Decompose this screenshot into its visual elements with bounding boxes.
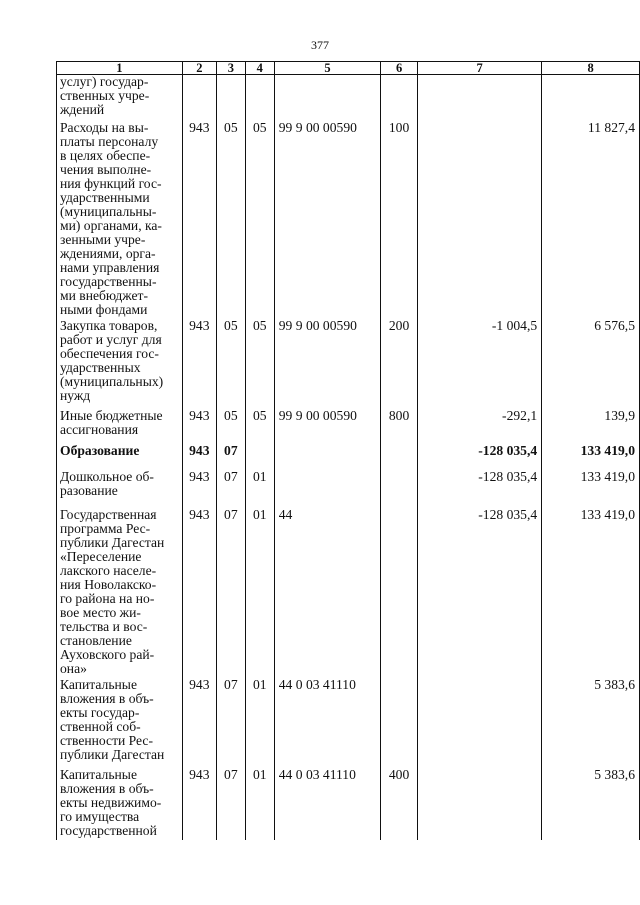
cell-col4: [245, 444, 274, 470]
column-header: 3: [216, 62, 245, 75]
cell-col5: 99 9 00 00590: [274, 409, 380, 444]
row-name: Расходы на вы- платы персоналу в целях обеспе- чения выполне- ния функций гос- ударственными (муниципальны- ми) органами, ка- зенными учре- ждениями, орга- нами управления государственны- ми внебюджет- ными фондами: [57, 121, 183, 319]
cell-col4: 01: [245, 768, 274, 840]
cell-col8: 139,9: [542, 409, 640, 444]
cell-col4: 01: [245, 508, 274, 678]
cell-col8: 6 576,5: [542, 319, 640, 409]
cell-col3: 07: [216, 768, 245, 840]
cell-col2: 943: [182, 470, 216, 508]
cell-col8: 11 827,4: [542, 121, 640, 319]
cell-col5: 99 9 00 00590: [274, 121, 380, 319]
table-row: [57, 75, 640, 121]
table-row: [57, 768, 640, 840]
cell-col6: [381, 75, 418, 121]
row-name: Дошкольное об- разование: [57, 470, 183, 508]
row-name: Закупка товаров, работ и услуг для обеспечения гос- ударственных (муниципальных) нужд: [57, 319, 183, 409]
row-name: Капитальные вложения в объ- екты государ- ственной соб- ственности Рес- публики Дагестан: [57, 678, 183, 768]
cell-col8: 5 383,6: [542, 768, 640, 840]
table-row: [57, 508, 640, 678]
cell-col4: 05: [245, 319, 274, 409]
cell-col3: 07: [216, 470, 245, 508]
row-name: Образование: [57, 444, 183, 470]
row-name: Государственная программа Рес- публики Дагестан «Переселение лакского населе- ния Новолакско- го района на но- вое место жи- тельства и вос- становление Ауховского рай- она»: [57, 508, 183, 678]
cell-col3: [216, 75, 245, 121]
cell-col7: -128 035,4: [418, 508, 542, 678]
column-header: 2: [182, 62, 216, 75]
cell-col2: 943: [182, 508, 216, 678]
cell-col5: [274, 75, 380, 121]
cell-col4: 01: [245, 678, 274, 768]
cell-col7: [418, 678, 542, 768]
row-name: Иные бюджетные ассигнования: [57, 409, 183, 444]
table-row: [57, 444, 640, 470]
table-row: [57, 409, 640, 444]
cell-col7: [418, 768, 542, 840]
table-row: [57, 121, 640, 319]
cell-col7: -128 035,4: [418, 444, 542, 470]
cell-col7: -1 004,5: [418, 319, 542, 409]
cell-col8: 5 383,6: [542, 678, 640, 768]
cell-col3: 05: [216, 409, 245, 444]
table-row: [57, 319, 640, 409]
cell-col3: 05: [216, 319, 245, 409]
cell-col5: 44 0 03 41110: [274, 768, 380, 840]
cell-col6: [381, 470, 418, 508]
cell-col5: 99 9 00 00590: [274, 319, 380, 409]
cell-col4: 05: [245, 121, 274, 319]
cell-col8: 133 419,0: [542, 444, 640, 470]
cell-col5: 44: [274, 508, 380, 678]
cell-col3: 07: [216, 444, 245, 470]
cell-col5: [274, 444, 380, 470]
row-name: услуг) государ- ственных учре- ждений: [57, 75, 183, 121]
row-name: Капитальные вложения в объ- екты недвижимо- го имущества государственной: [57, 768, 183, 840]
cell-col7: [418, 121, 542, 319]
table-body: [57, 75, 640, 840]
cell-col4: 01: [245, 470, 274, 508]
cell-col7: -128 035,4: [418, 470, 542, 508]
cell-col3: 07: [216, 678, 245, 768]
cell-col6: [381, 444, 418, 470]
cell-col4: [245, 75, 274, 121]
cell-col2: 943: [182, 444, 216, 470]
page-number: 377: [311, 38, 329, 52]
cell-col2: 943: [182, 409, 216, 444]
cell-col3: 07: [216, 508, 245, 678]
cell-col5: 44 0 03 41110: [274, 678, 380, 768]
cell-col6: [381, 678, 418, 768]
cell-col6: 400: [381, 768, 418, 840]
cell-col8: [542, 75, 640, 121]
cell-col6: 100: [381, 121, 418, 319]
cell-col7: -292,1: [418, 409, 542, 444]
column-header: 7: [418, 62, 542, 75]
cell-col5: [274, 470, 380, 508]
column-header: 4: [245, 62, 274, 75]
budget-table: [56, 61, 640, 840]
cell-col6: 200: [381, 319, 418, 409]
table-row: [57, 470, 640, 508]
cell-col2: 943: [182, 319, 216, 409]
cell-col4: 05: [245, 409, 274, 444]
table-row: [57, 678, 640, 768]
column-header: 5: [274, 62, 380, 75]
cell-col8: 133 419,0: [542, 508, 640, 678]
column-header: 6: [381, 62, 418, 75]
cell-col8: 133 419,0: [542, 470, 640, 508]
cell-col2: 943: [182, 678, 216, 768]
cell-col6: [381, 508, 418, 678]
cell-col2: 943: [182, 768, 216, 840]
header-row: [57, 62, 640, 75]
cell-col7: [418, 75, 542, 121]
column-header: 1: [57, 62, 183, 75]
cell-col6: 800: [381, 409, 418, 444]
column-header: 8: [542, 62, 640, 75]
cell-col3: 05: [216, 121, 245, 319]
cell-col2: 943: [182, 121, 216, 319]
cell-col2: [182, 75, 216, 121]
